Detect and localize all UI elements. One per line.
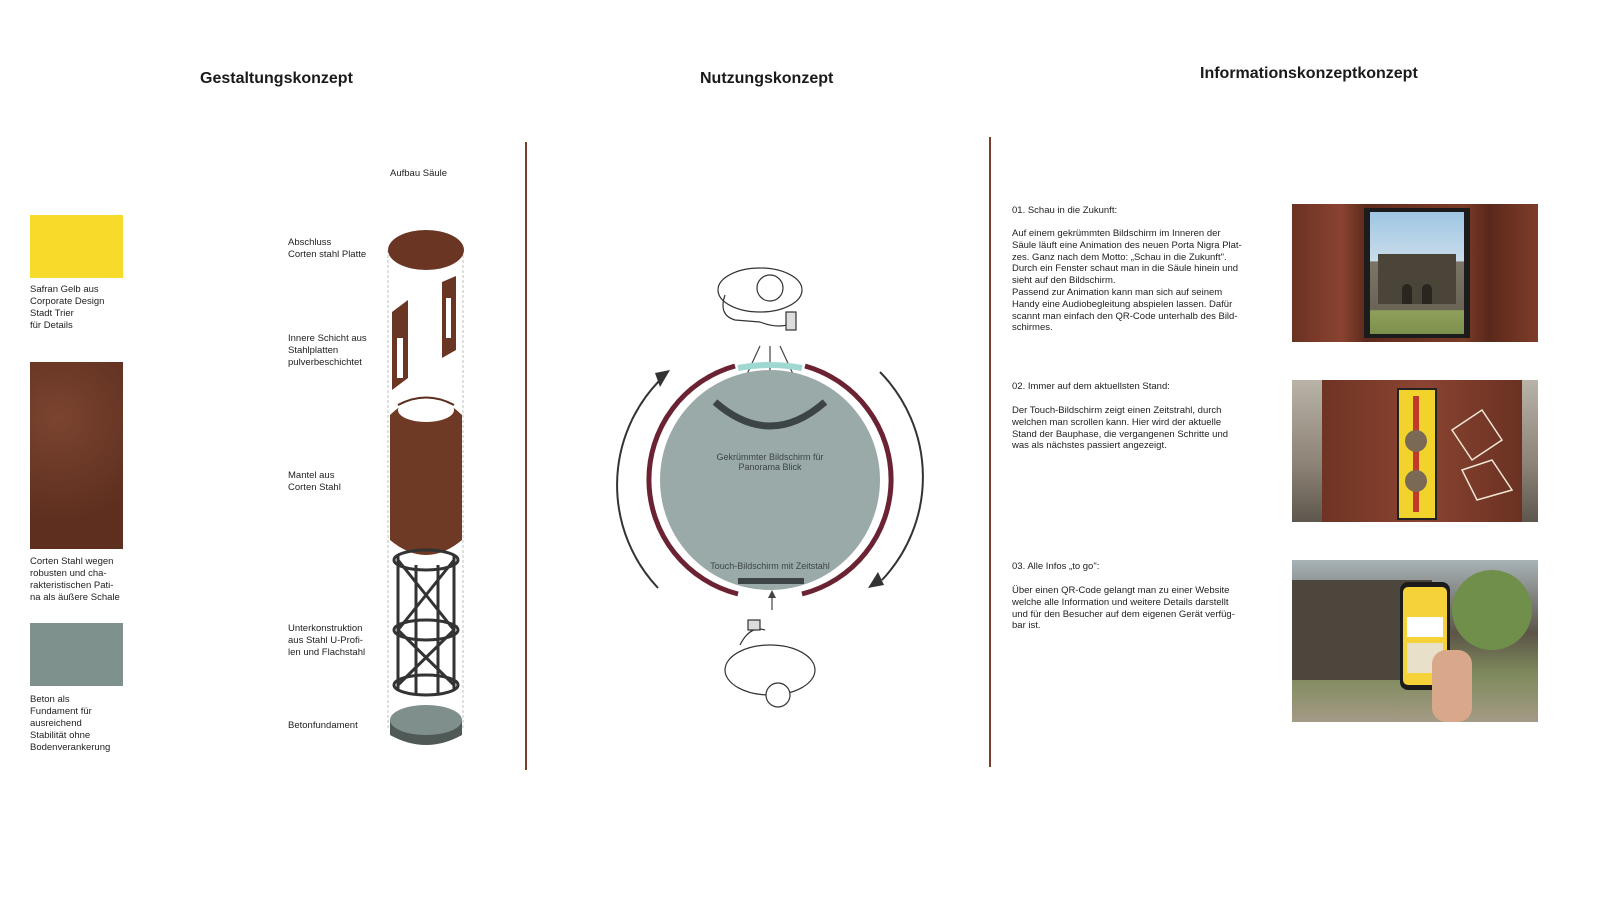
info-1-body: Auf einem gekrümmten Bildschirm im Inneren der Säule läuft eine Animation des neuen Porta Nigra Plat- zes. Ganz nach dem Motto: „Schau in die Zukunft". Durch ein Fenster schaut man in die Säule hinein und sieht auf den Bildschirm. Passend zur Animation kann man sich auf seinem Handy eine Audiobegleitung abspielen lassen. Dafür scannt man einfach den QR-Code unterhalb des Bild- schirmes.: [1012, 228, 1242, 334]
photo-column-window: [1292, 204, 1538, 342]
column-label-cap: Abschluss Corten stahl Platte: [288, 237, 367, 260]
heading-design: Gestaltungskonzept: [200, 70, 353, 87]
swatch-yellow: [30, 215, 123, 278]
info-3-body: Über einen QR-Code gelangt man zu einer Website welche alle Information und weitere Details darstellt und für den Besucher auf dem eigenen Gerät verfüg- bar ist.: [1012, 585, 1235, 632]
divider-left: [525, 142, 527, 770]
material-label-concrete: Beton als Fundament für ausreichend Stabilität ohne Bodenverankerung: [30, 694, 111, 753]
usage-diagram: [610, 250, 930, 730]
touch-screen-device: [1397, 388, 1437, 520]
screen-circle: [660, 370, 880, 590]
material-label-yellow: Safran Gelb aus Corporate Design Stadt Trier für Details: [30, 284, 105, 331]
column-exploded-diagram: [380, 220, 475, 760]
heading-info: Informationskonzeptkonzept: [1200, 65, 1418, 82]
cap-plate: [388, 230, 464, 270]
swatch-concrete: [30, 623, 123, 686]
heading-usage: Nutzungskonzept: [700, 70, 834, 87]
inner-panels: [392, 276, 456, 390]
porta-nigra-image: [1370, 212, 1464, 334]
person-bottom-illustration: [725, 620, 815, 707]
curved-screen-label: Gekrümmter Bildschirm für Panorama Blick: [716, 452, 824, 472]
hand: [1432, 650, 1472, 722]
column-label-inner: Innere Schicht aus Stahlplatten pulverbeschichtet: [288, 333, 367, 368]
photo-touch-screen: [1292, 380, 1538, 522]
map-lines: [1442, 400, 1522, 510]
material-label-corten: Corten Stahl wegen robusten und cha- rakteristischen Pati- na als äußere Schale: [30, 556, 120, 603]
column-label-substructure: Unterkonstruktion aus Stahl U-Profi- len und Flachstahl: [288, 623, 366, 658]
column-title: Aufbau Säule: [390, 168, 448, 179]
info-2-body: Der Touch-Bildschirm zeigt einen Zeitstrahl, durch welchen man scrollen kann. Hier wird der aktuelle Stand der Bauphase, die vergangenen Schritte und was als nächstes passiert angezeigt.: [1012, 405, 1229, 452]
tree: [1452, 570, 1532, 650]
corten-shell: [390, 398, 462, 556]
info-2-title: 02. Immer auf dem aktuellsten Stand:: [1012, 381, 1170, 392]
steel-substructure: [394, 550, 458, 695]
info-1-title: 01. Schau in die Zukunft:: [1012, 205, 1118, 216]
column-label-shell: Mantel aus Corten Stahl: [288, 470, 341, 493]
person-top-illustration: [718, 268, 802, 330]
swatch-corten: [30, 362, 123, 549]
photo-phone-website: [1292, 560, 1538, 722]
divider-right: [989, 137, 991, 767]
info-3-title: 03. Alle Infos „to go":: [1012, 561, 1100, 572]
concrete-foundation: [390, 705, 462, 745]
column-label-foundation: Betonfundament: [288, 720, 358, 731]
touch-screen-label: Touch-Bildschirm mit Zeitstahl: [710, 561, 830, 571]
